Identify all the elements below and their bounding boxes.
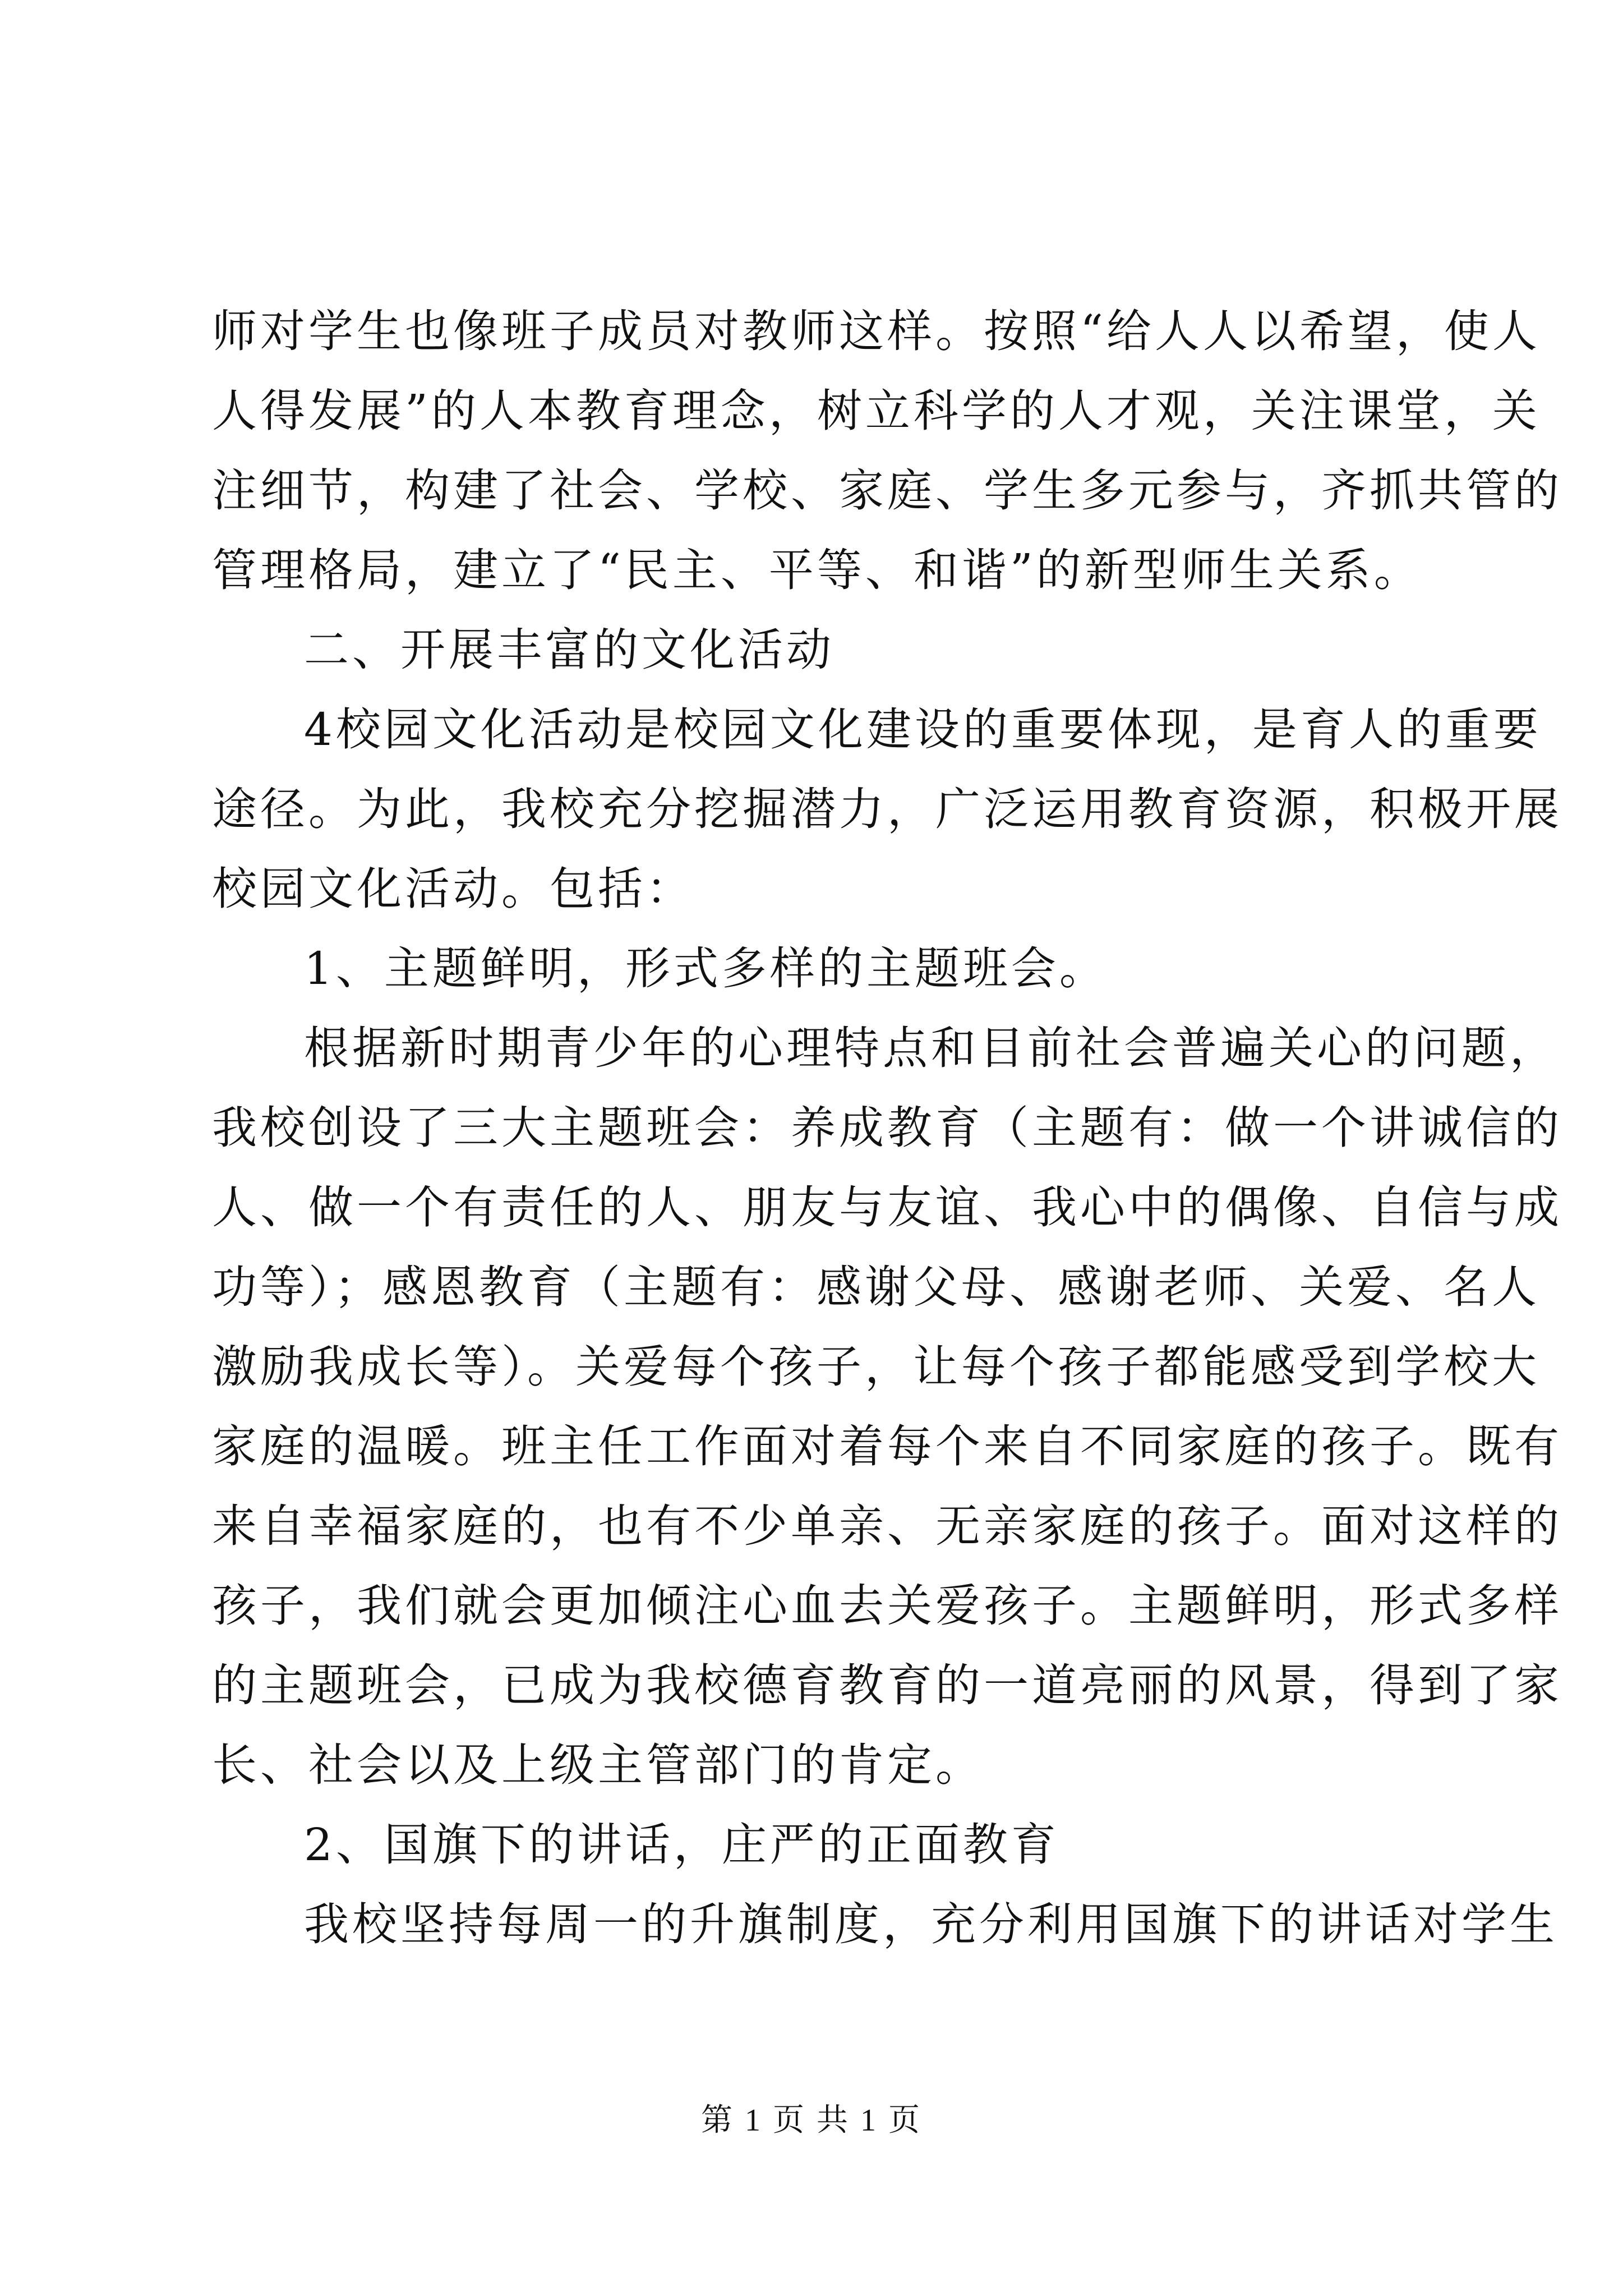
text-line: 师对学生也像班子成员对教师这样。按照“给人人以希望，使人 [212, 305, 1541, 357]
text-line: 的主题班会，已成为我校德育教育的一道亮丽的风景，得到了家 [212, 1659, 1562, 1711]
text-line: 我校创设了三大主题班会：养成教育（主题有：做一个讲诚信的 [212, 1102, 1562, 1154]
text-line: 激励我成长等）。关爱每个孩子，让每个孩子都能感受到学校大 [212, 1341, 1540, 1393]
text-line: 管理格局，建立了“民主、平等、和谐”的新型师生关系。 [212, 544, 1422, 596]
text-line: 1、主题鲜明，形式多样的主题班会。 [304, 942, 1108, 995]
text-line: 孩子，我们就会更加倾注心血去关爱孩子。主题鲜明，形式多样 [212, 1580, 1562, 1632]
text-line: 校园文化活动。包括： [212, 863, 694, 915]
text-line: 途径。为此，我校充分挖掘潜力，广泛运用教育资源，积极开展 [212, 783, 1562, 835]
text-line: 二、开展丰富的文化活动 [304, 624, 834, 676]
text-line: 人、做一个有责任的人、朋友与友谊、我心中的偶像、自信与成 [212, 1181, 1562, 1234]
text-line: 我校坚持每周一的升旗制度，充分利用国旗下的讲话对学生 [304, 1898, 1558, 1950]
text-line: 家庭的温暖。班主任工作面对着每个来自不同家庭的孩子。既有 [212, 1420, 1562, 1473]
document-body [212, 292, 1562, 1964]
text-line: 人得发展”的人本教育理念，树立科学的人才观，关注课堂，关 [212, 385, 1541, 437]
text-line: 4校园文化活动是校园文化建设的重要体现，是育人的重要 [304, 703, 1542, 756]
text-line: 根据新时期青少年的心理特点和目前社会普遍关心的问题， [304, 1022, 1558, 1074]
text-line: 注细节，构建了社会、学校、家庭、学生多元参与，齐抓共管的 [212, 464, 1562, 517]
text-line: 来自幸福家庭的，也有不少单亲、无亲家庭的孩子。面对这样的 [212, 1500, 1562, 1552]
page-footer: 第 1 页 共 1 页 [701, 2103, 922, 2138]
text-line: 功等）；感恩教育（主题有：感谢父母、感谢老师、关爱、名人 [212, 1261, 1540, 1313]
text-line: 长、社会以及上级主管部门的肯定。 [212, 1739, 984, 1791]
text-line: 2、国旗下的讲话，庄严的正面教育 [304, 1819, 1059, 1871]
